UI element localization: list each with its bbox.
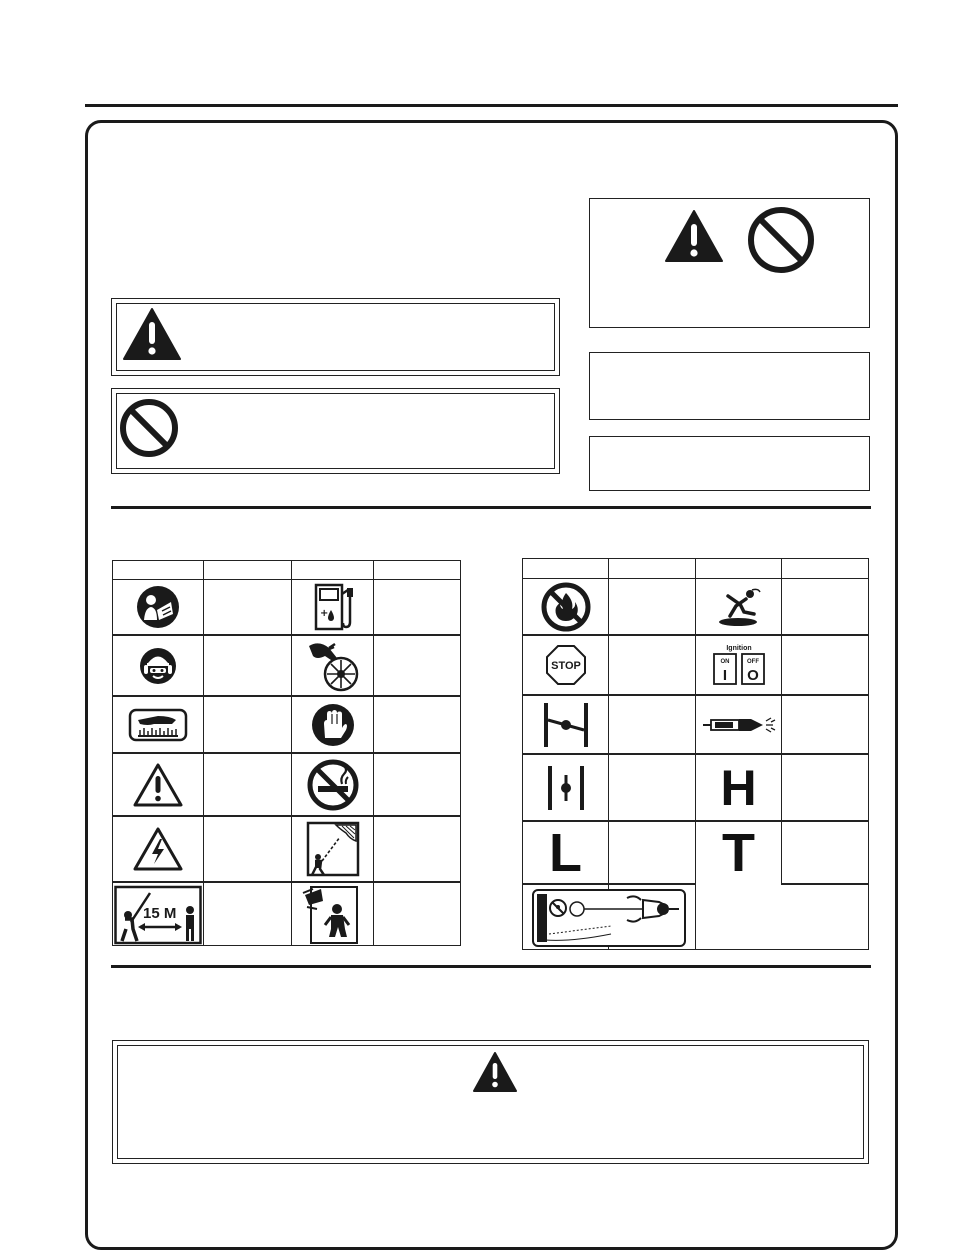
t-letter-icon: T bbox=[722, 822, 755, 883]
warning-triangle-icon bbox=[664, 209, 724, 263]
distance-label: 15 M bbox=[143, 905, 177, 922]
stop-sign-icon bbox=[545, 644, 587, 686]
h-letter-icon: H bbox=[720, 759, 757, 816]
primer-bulb-icon bbox=[701, 713, 777, 737]
blade-guard-decal-icon bbox=[531, 888, 687, 948]
prohibition-definition-box bbox=[111, 388, 560, 474]
page-top-rule bbox=[85, 104, 898, 107]
svg-text:+: + bbox=[319, 608, 328, 619]
eye-ear-protection-icon bbox=[138, 646, 178, 686]
symbol-legend-box bbox=[589, 198, 870, 328]
read-manual-icon bbox=[135, 584, 181, 630]
prohibition-icon bbox=[746, 205, 816, 275]
ignition-off-symbol: O bbox=[746, 667, 759, 684]
symbol-table-right bbox=[522, 558, 869, 950]
stop-label: STOP bbox=[550, 660, 581, 672]
power-line-hazard-icon bbox=[306, 821, 360, 877]
ignition-on-symbol: I bbox=[722, 667, 727, 684]
blade-hand-hazard-icon bbox=[305, 638, 361, 694]
thrown-objects-icon bbox=[301, 885, 365, 945]
electric-shock-icon bbox=[132, 826, 184, 872]
section-rule-1 bbox=[111, 506, 871, 509]
gloves-icon bbox=[310, 702, 356, 748]
fuel-pump-icon bbox=[308, 582, 358, 632]
l-letter-icon: L bbox=[549, 822, 582, 883]
note-box-2 bbox=[589, 436, 870, 491]
warning-triangle-icon bbox=[472, 1051, 518, 1093]
note-box-1 bbox=[589, 352, 870, 420]
ignition-label: Ignition bbox=[725, 645, 752, 652]
warning-triangle-icon bbox=[122, 307, 182, 361]
section-rule-2 bbox=[111, 965, 871, 968]
symbol-table-left bbox=[112, 560, 461, 946]
warning-definition-box bbox=[111, 298, 560, 376]
prohibition-icon bbox=[118, 397, 180, 459]
keep-distance-icon bbox=[114, 885, 202, 945]
warning-triangle-icon bbox=[132, 762, 184, 808]
no-smoking-icon bbox=[306, 758, 360, 812]
slippery-fall-icon bbox=[714, 584, 764, 630]
no-open-flame-icon bbox=[540, 581, 592, 633]
ignition-on-label: ON bbox=[720, 659, 729, 665]
choke-closed-icon bbox=[542, 763, 590, 813]
bottom-warning-box bbox=[112, 1040, 869, 1164]
ignition-off-label: OFF bbox=[746, 659, 759, 665]
ignition-switch-icon bbox=[706, 642, 772, 688]
hot-surface-icon bbox=[128, 708, 188, 742]
choke-open-icon bbox=[536, 700, 596, 750]
